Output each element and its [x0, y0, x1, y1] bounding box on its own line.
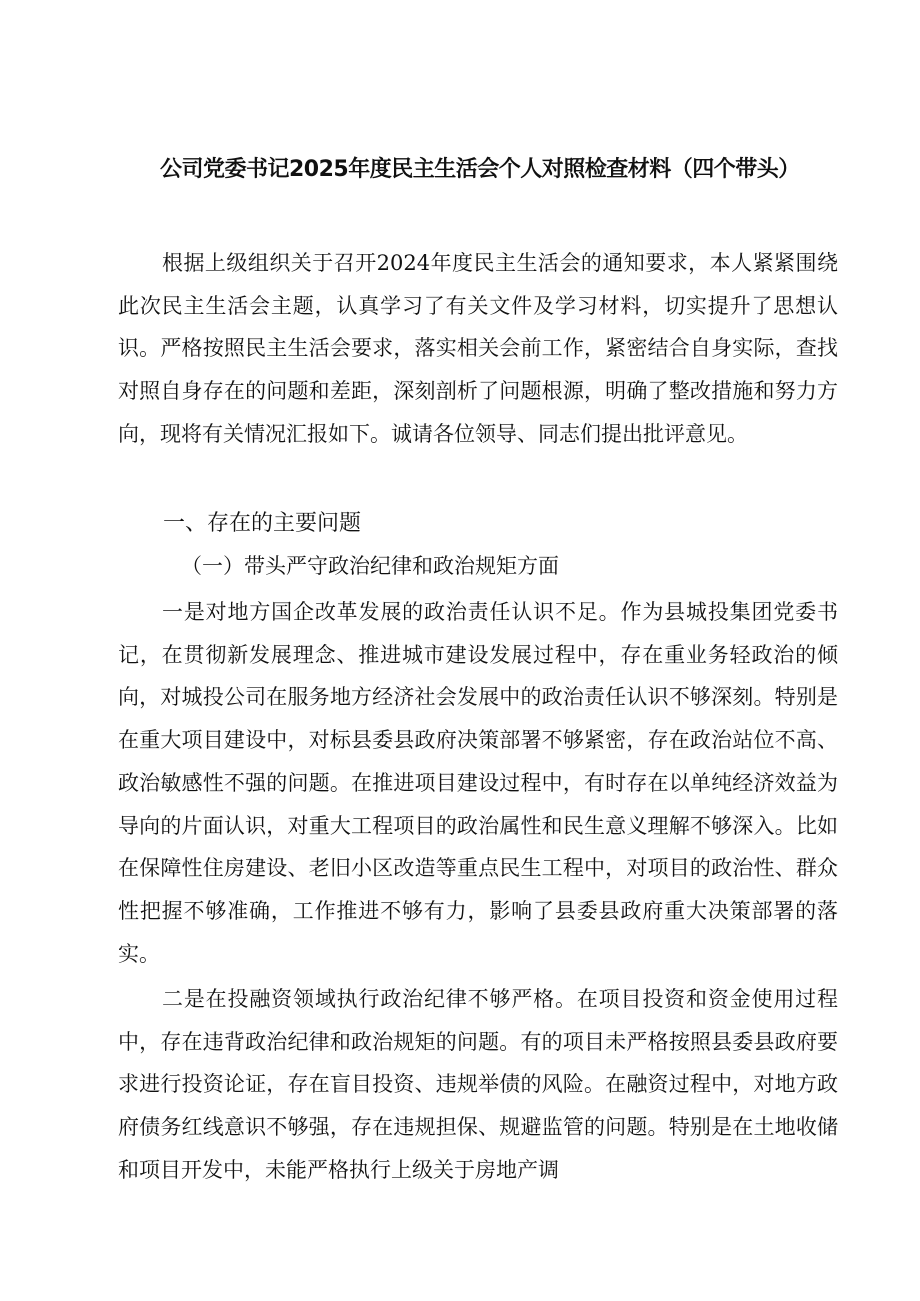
- paragraph-investment-discipline: 二是在投融资领域执行政治纪律不够严格。在项目投资和资金使用过程中，存在违背政治纪律和政治规矩的问题。有的项目未严格按照县委县政府要求进行投资论证，存在盲目投资、违规举债的风险。在融资过程中，对地方政府债务红线意识不够强，存在违规担保、规避监管的问题。特别是在土地收储和项目开发中，未能严格执行上级关于房地产调: [118, 987, 838, 1182]
- intro-paragraph: 根据上级组织关于召开2024年度民主生活会的通知要求，本人紧紧围绕此次民主生活会主题，认真学习了有关文件及学习材料，切实提升了思想认识。严格按照民主生活会要求，落实相关会前工作，紧密结合自身实际，查找对照自身存在的问题和差距，深刻剖析了问题根源，明确了整改措施和努力方向，现将有关情况汇报如下。诚请各位领导、同志们提出批评意见。: [118, 251, 838, 446]
- document-title: 公司党委书记2025年度民主生活会个人对照检查材料（四个带头）: [160, 157, 800, 182]
- subsection-heading: （一）带头严守政治纪律和政治规矩方面: [181, 554, 559, 578]
- paragraph-political-responsibility: 一是对地方国企改革发展的政治责任认识不足。作为县城投集团党委书记，在贯彻新发展理念、推进城市建设发展过程中，存在重业务轻政治的倾向，对城投公司在服务地方经济社会发展中的政治责任认识不够深刻。特别是在重大项目建设中，对标县委县政府决策部署不够紧密，存在政治站位不高、政治敏感性不强的问题。在推进项目建设过程中，有时存在以单纯经济效益为导向的片面认识，对重大工程项目的政治属性和民生意义理解不够深入。比如在保障性住房建设、老旧小区改造等重点民生工程中，对项目的政治性、群众性把握不够准确，工作推进不够有力，影响了县委县政府重大决策部署的落实。: [118, 600, 838, 966]
- section-heading: 一、存在的主要问题: [163, 511, 362, 536]
